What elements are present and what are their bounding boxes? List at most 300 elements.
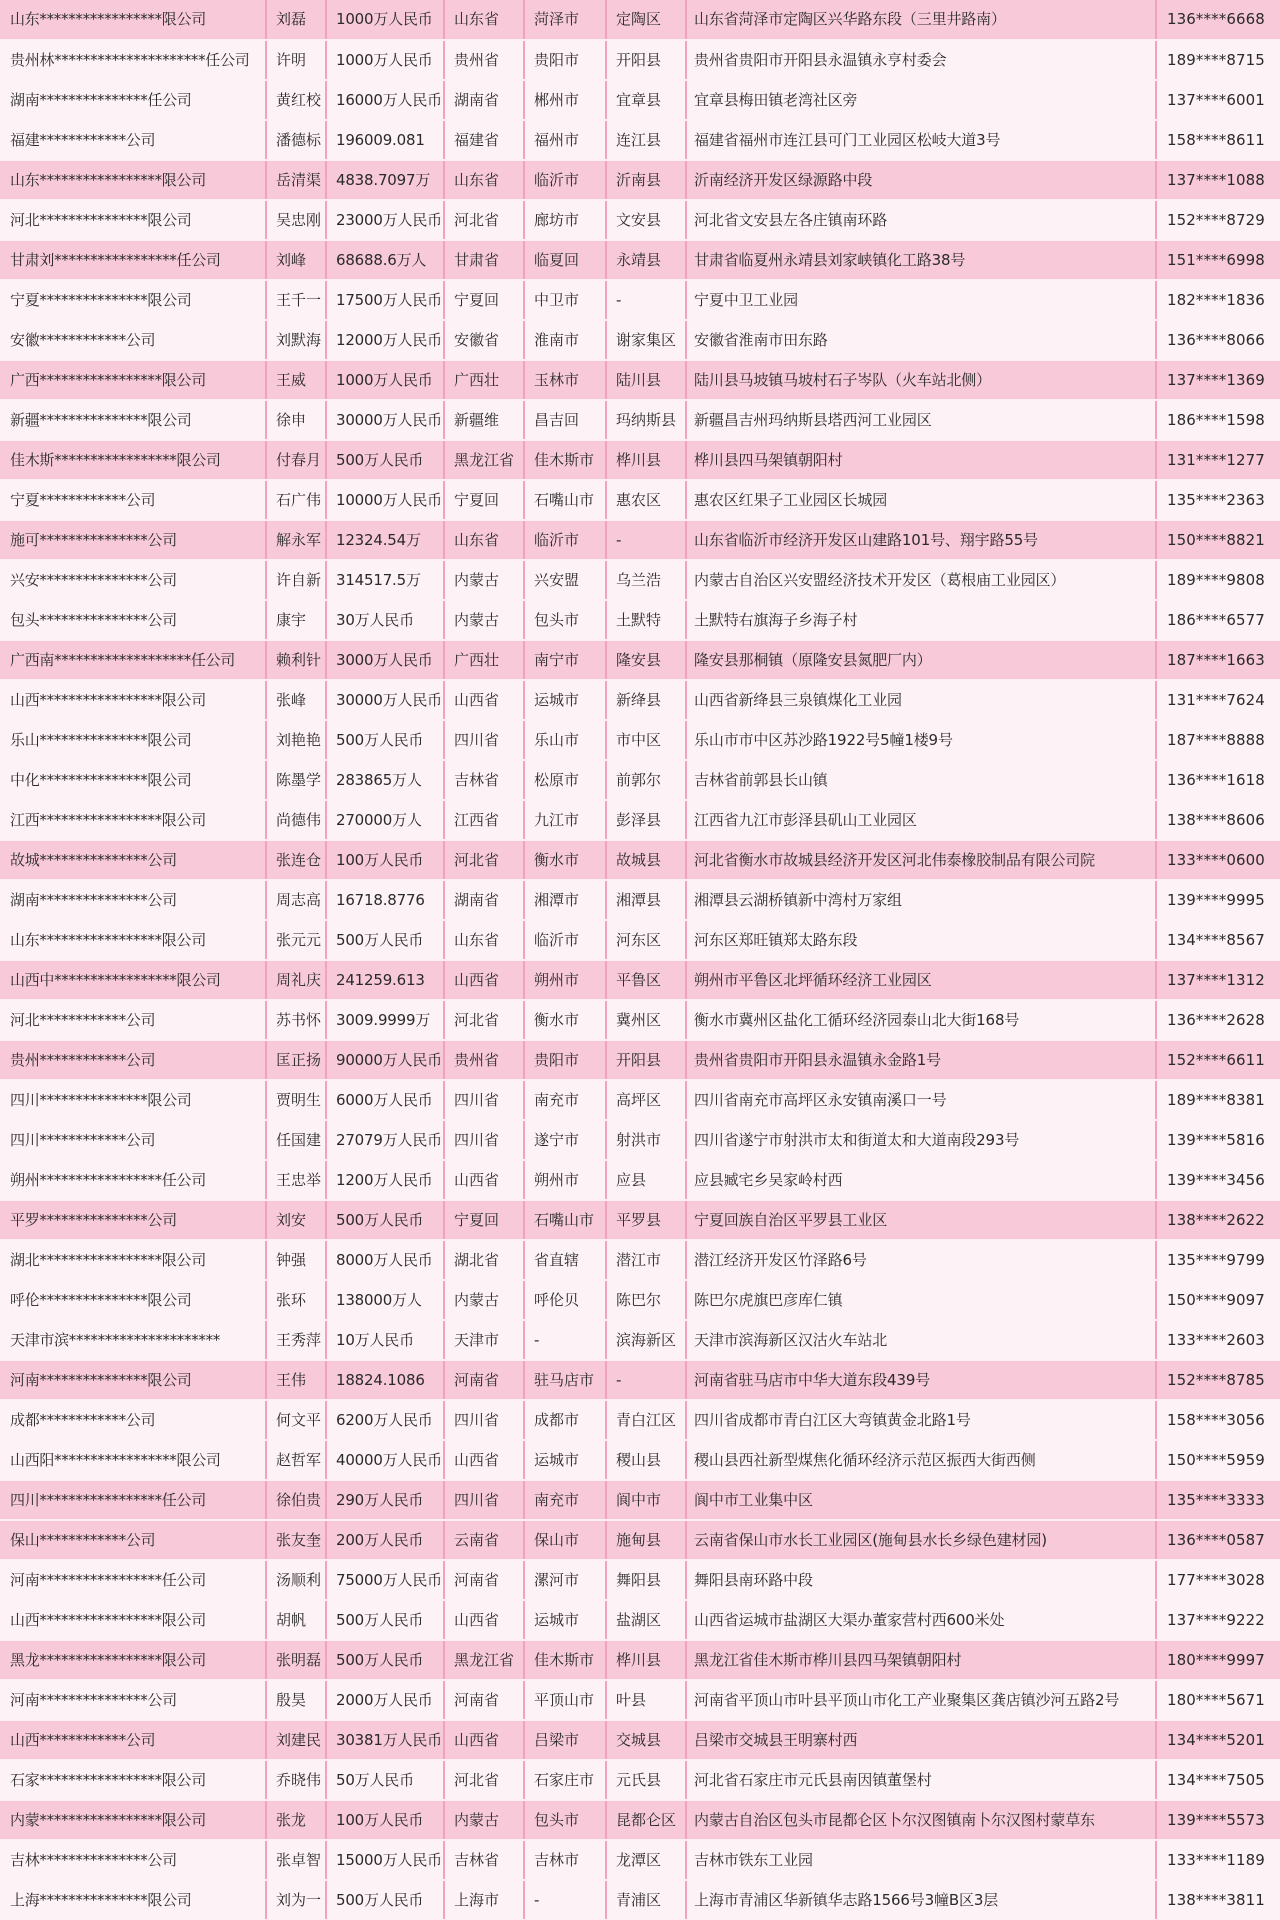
legal-person-cell: 岳清渠: [266, 160, 326, 200]
registered-capital-cell: 283865万人: [326, 760, 444, 800]
table-row: [0, 0, 1280, 40]
city-cell: 运城市: [524, 680, 606, 720]
phone-cell: 135****2363: [1156, 480, 1280, 520]
address-cell: 天津市滨海新区汉沽火车站北: [686, 1320, 1156, 1360]
registered-capital-cell: 500万人民币: [326, 1640, 444, 1680]
city-cell: 菏泽市: [524, 0, 606, 40]
province-cell: 内蒙古: [444, 1280, 524, 1320]
legal-person-cell: 刘为一: [266, 1880, 326, 1920]
province-cell: 甘肃省: [444, 240, 524, 280]
table-row: [0, 360, 1280, 400]
company-name-cell: 施可***************公司: [0, 520, 266, 560]
phone-cell: 131****1277: [1156, 440, 1280, 480]
legal-person-cell: 张卓智: [266, 1840, 326, 1880]
city-cell: 佳木斯市: [524, 1640, 606, 1680]
company-name-cell: 山西*****************限公司: [0, 680, 266, 720]
province-cell: 吉林省: [444, 760, 524, 800]
address-cell: 河东区郑旺镇郑太路东段: [686, 920, 1156, 960]
registered-capital-cell: 10万人民币: [326, 1320, 444, 1360]
city-cell: 朔州市: [524, 1160, 606, 1200]
legal-person-cell: 刘安: [266, 1200, 326, 1240]
legal-person-cell: 张连仓: [266, 840, 326, 880]
company-name-cell: 吉林***************公司: [0, 1840, 266, 1880]
county-cell: 青白江区: [606, 1400, 686, 1440]
county-cell: 土默特: [606, 600, 686, 640]
county-cell: 惠农区: [606, 480, 686, 520]
table-row: [0, 1360, 1280, 1400]
table-row: [0, 160, 1280, 200]
table-row: [0, 880, 1280, 920]
company-name-cell: 甘肃刘*****************任公司: [0, 240, 266, 280]
company-name-cell: 石家*****************限公司: [0, 1760, 266, 1800]
city-cell: 九江市: [524, 800, 606, 840]
province-cell: 贵州省: [444, 1040, 524, 1080]
province-cell: 湖南省: [444, 80, 524, 120]
registered-capital-cell: 30000万人民币: [326, 680, 444, 720]
county-cell: 叶县: [606, 1680, 686, 1720]
city-cell: 郴州市: [524, 80, 606, 120]
address-cell: 沂南经济开发区绿源路中段: [686, 160, 1156, 200]
legal-person-cell: 刘艳艳: [266, 720, 326, 760]
legal-person-cell: 王千一: [266, 280, 326, 320]
legal-person-cell: 刘建民: [266, 1720, 326, 1760]
city-cell: 运城市: [524, 1440, 606, 1480]
address-cell: 吉林省前郭县长山镇: [686, 760, 1156, 800]
phone-cell: 150****8821: [1156, 520, 1280, 560]
registered-capital-cell: 1000万人民币: [326, 0, 444, 40]
city-cell: 昌吉回: [524, 400, 606, 440]
registered-capital-cell: 16718.8776: [326, 880, 444, 920]
registered-capital-cell: 12000万人民币: [326, 320, 444, 360]
table-row: [0, 760, 1280, 800]
legal-person-cell: 石广伟: [266, 480, 326, 520]
county-cell: -: [606, 520, 686, 560]
phone-cell: 152****8785: [1156, 1360, 1280, 1400]
province-cell: 贵州省: [444, 40, 524, 80]
company-name-cell: 广西南*******************任公司: [0, 640, 266, 680]
province-cell: 四川省: [444, 1400, 524, 1440]
city-cell: 省直辖: [524, 1240, 606, 1280]
phone-cell: 182****1836: [1156, 280, 1280, 320]
legal-person-cell: 张元元: [266, 920, 326, 960]
province-cell: 宁夏回: [444, 1200, 524, 1240]
registered-capital-cell: 30381万人民币: [326, 1720, 444, 1760]
registered-capital-cell: 500万人民币: [326, 720, 444, 760]
phone-cell: 186****1598: [1156, 400, 1280, 440]
legal-person-cell: 殷昊: [266, 1680, 326, 1720]
company-name-cell: 上海***************限公司: [0, 1880, 266, 1920]
registered-capital-cell: 500万人民币: [326, 1880, 444, 1920]
legal-person-cell: 张峰: [266, 680, 326, 720]
province-cell: 河北省: [444, 1000, 524, 1040]
address-cell: 惠农区红果子工业园区长城园: [686, 480, 1156, 520]
address-cell: 四川省成都市青白江区大弯镇黄金北路1号: [686, 1400, 1156, 1440]
county-cell: -: [606, 280, 686, 320]
phone-cell: 137****6001: [1156, 80, 1280, 120]
phone-cell: 139****5816: [1156, 1120, 1280, 1160]
province-cell: 黑龙江省: [444, 440, 524, 480]
table-row: [0, 1040, 1280, 1080]
legal-person-cell: 张明磊: [266, 1640, 326, 1680]
registered-capital-cell: 16000万人民币: [326, 80, 444, 120]
table-row: [0, 1520, 1280, 1560]
address-cell: 宁夏回族自治区平罗县工业区: [686, 1200, 1156, 1240]
table-row: [0, 1800, 1280, 1840]
company-name-cell: 兴安***************公司: [0, 560, 266, 600]
registered-capital-cell: 15000万人民币: [326, 1840, 444, 1880]
address-cell: 安徽省淮南市田东路: [686, 320, 1156, 360]
phone-cell: 150****5959: [1156, 1440, 1280, 1480]
phone-cell: 152****8729: [1156, 200, 1280, 240]
city-cell: 临沂市: [524, 920, 606, 960]
province-cell: 河南省: [444, 1680, 524, 1720]
address-cell: 山西省新绛县三泉镇煤化工业园: [686, 680, 1156, 720]
city-cell: 廊坊市: [524, 200, 606, 240]
legal-person-cell: 陈墨学: [266, 760, 326, 800]
phone-cell: 180****9997: [1156, 1640, 1280, 1680]
province-cell: 内蒙古: [444, 600, 524, 640]
county-cell: 青浦区: [606, 1880, 686, 1920]
province-cell: 内蒙古: [444, 1800, 524, 1840]
legal-person-cell: 周志高: [266, 880, 326, 920]
phone-cell: 138****8606: [1156, 800, 1280, 840]
province-cell: 山东省: [444, 920, 524, 960]
county-cell: 隆安县: [606, 640, 686, 680]
table-row: [0, 1720, 1280, 1760]
address-cell: 山东省菏泽市定陶区兴华路东段（三里井路南）: [686, 0, 1156, 40]
address-cell: 潜江经济开发区竹泽路6号: [686, 1240, 1156, 1280]
legal-person-cell: 潘德标: [266, 120, 326, 160]
table-row: [0, 1320, 1280, 1360]
county-cell: 新绛县: [606, 680, 686, 720]
legal-person-cell: 刘磊: [266, 0, 326, 40]
province-cell: 宁夏回: [444, 280, 524, 320]
legal-person-cell: 何文平: [266, 1400, 326, 1440]
city-cell: 福州市: [524, 120, 606, 160]
table-row: [0, 1200, 1280, 1240]
registered-capital-cell: 50万人民币: [326, 1760, 444, 1800]
city-cell: 临沂市: [524, 520, 606, 560]
county-cell: 元氏县: [606, 1760, 686, 1800]
city-cell: 吕梁市: [524, 1720, 606, 1760]
phone-cell: 189****9808: [1156, 560, 1280, 600]
province-cell: 四川省: [444, 1120, 524, 1160]
county-cell: 玛纳斯县: [606, 400, 686, 440]
registered-capital-cell: 314517.5万: [326, 560, 444, 600]
address-cell: 吕梁市交城县王明寨村西: [686, 1720, 1156, 1760]
city-cell: 佳木斯市: [524, 440, 606, 480]
company-name-cell: 呼伦***************限公司: [0, 1280, 266, 1320]
county-cell: 高坪区: [606, 1080, 686, 1120]
table-row: [0, 1000, 1280, 1040]
county-cell: 陈巴尔: [606, 1280, 686, 1320]
county-cell: 开阳县: [606, 1040, 686, 1080]
table-row: [0, 80, 1280, 120]
table-row: [0, 920, 1280, 960]
county-cell: 应县: [606, 1160, 686, 1200]
city-cell: 淮南市: [524, 320, 606, 360]
company-name-cell: 湖南***************任公司: [0, 80, 266, 120]
address-cell: 河南省驻马店市中华大道东段439号: [686, 1360, 1156, 1400]
company-name-cell: 山西*****************限公司: [0, 1600, 266, 1640]
city-cell: 南充市: [524, 1480, 606, 1520]
company-name-cell: 平罗***************公司: [0, 1200, 266, 1240]
legal-person-cell: 赖利针: [266, 640, 326, 680]
address-cell: 陆川县马坡镇马坡村石子岑队（火车站北侧）: [686, 360, 1156, 400]
county-cell: 施甸县: [606, 1520, 686, 1560]
county-cell: 潜江市: [606, 1240, 686, 1280]
phone-cell: 135****3333: [1156, 1480, 1280, 1520]
province-cell: 上海市: [444, 1880, 524, 1920]
county-cell: 交城县: [606, 1720, 686, 1760]
table-row: [0, 1880, 1280, 1920]
registered-capital-cell: 500万人民币: [326, 440, 444, 480]
province-cell: 新疆维: [444, 400, 524, 440]
county-cell: 谢家集区: [606, 320, 686, 360]
address-cell: 朔州市平鲁区北坪循环经济工业园区: [686, 960, 1156, 1000]
province-cell: 云南省: [444, 1520, 524, 1560]
address-cell: 山西省运城市盐湖区大渠办董家营村西600米处: [686, 1600, 1156, 1640]
registered-capital-cell: 10000万人民币: [326, 480, 444, 520]
company-name-cell: 山东*****************限公司: [0, 920, 266, 960]
registered-capital-cell: 1200万人民币: [326, 1160, 444, 1200]
company-name-cell: 四川***************限公司: [0, 1080, 266, 1120]
county-cell: -: [606, 1360, 686, 1400]
city-cell: 贵阳市: [524, 1040, 606, 1080]
county-cell: 前郭尔: [606, 760, 686, 800]
company-name-cell: 湖南***************公司: [0, 880, 266, 920]
address-cell: 江西省九江市彭泽县矶山工业园区: [686, 800, 1156, 840]
table-row: [0, 200, 1280, 240]
city-cell: 南宁市: [524, 640, 606, 680]
province-cell: 山西省: [444, 1600, 524, 1640]
company-name-cell: 四川************公司: [0, 1120, 266, 1160]
city-cell: 临夏回: [524, 240, 606, 280]
address-cell: 宜章县梅田镇老湾社区旁: [686, 80, 1156, 120]
province-cell: 河北省: [444, 200, 524, 240]
phone-cell: 135****9799: [1156, 1240, 1280, 1280]
county-cell: 平鲁区: [606, 960, 686, 1000]
registered-capital-cell: 1000万人民币: [326, 40, 444, 80]
address-cell: 甘肃省临夏州永靖县刘家峡镇化工路38号: [686, 240, 1156, 280]
county-cell: 沂南县: [606, 160, 686, 200]
phone-cell: 151****6998: [1156, 240, 1280, 280]
registered-capital-cell: 75000万人民币: [326, 1560, 444, 1600]
city-cell: 包头市: [524, 600, 606, 640]
address-cell: 隆安县那桐镇（原隆安县氮肥厂内）: [686, 640, 1156, 680]
table-row: [0, 1640, 1280, 1680]
city-cell: 石家庄市: [524, 1760, 606, 1800]
phone-cell: 139****9995: [1156, 880, 1280, 920]
phone-cell: 189****8715: [1156, 40, 1280, 80]
company-name-cell: 河南***************限公司: [0, 1360, 266, 1400]
registered-capital-cell: 30万人民币: [326, 600, 444, 640]
province-cell: 河北省: [444, 840, 524, 880]
table-row: [0, 440, 1280, 480]
table-row: [0, 840, 1280, 880]
county-cell: 盐湖区: [606, 1600, 686, 1640]
county-cell: 市中区: [606, 720, 686, 760]
county-cell: 阆中市: [606, 1480, 686, 1520]
legal-person-cell: 吴忠刚: [266, 200, 326, 240]
address-cell: 贵州省贵阳市开阳县永温镇永亨村委会: [686, 40, 1156, 80]
address-cell: 衡水市冀州区盐化工循环经济园泰山北大街168号: [686, 1000, 1156, 1040]
company-name-cell: 佳木斯*****************限公司: [0, 440, 266, 480]
county-cell: 开阳县: [606, 40, 686, 80]
county-cell: 龙潭区: [606, 1840, 686, 1880]
phone-cell: 138****3811: [1156, 1880, 1280, 1920]
county-cell: 滨海新区: [606, 1320, 686, 1360]
registered-capital-cell: 100万人民币: [326, 840, 444, 880]
county-cell: 桦川县: [606, 440, 686, 480]
city-cell: 玉林市: [524, 360, 606, 400]
table-row: [0, 1480, 1280, 1520]
company-name-cell: 山东*****************限公司: [0, 0, 266, 40]
legal-person-cell: 张环: [266, 1280, 326, 1320]
registered-capital-cell: 12324.54万: [326, 520, 444, 560]
province-cell: 山西省: [444, 1720, 524, 1760]
table-row: [0, 1440, 1280, 1480]
city-cell: 衡水市: [524, 1000, 606, 1040]
province-cell: 湖北省: [444, 1240, 524, 1280]
city-cell: 漯河市: [524, 1560, 606, 1600]
legal-person-cell: 乔晓伟: [266, 1760, 326, 1800]
county-cell: 连江县: [606, 120, 686, 160]
phone-cell: 136****2628: [1156, 1000, 1280, 1040]
table-row: [0, 1400, 1280, 1440]
table-row: [0, 40, 1280, 80]
address-cell: 河北省石家庄市元氏县南因镇董堡村: [686, 1760, 1156, 1800]
company-name-cell: 保山************公司: [0, 1520, 266, 1560]
legal-person-cell: 许明: [266, 40, 326, 80]
legal-person-cell: 赵哲军: [266, 1440, 326, 1480]
province-cell: 宁夏回: [444, 480, 524, 520]
phone-cell: 138****2622: [1156, 1200, 1280, 1240]
city-cell: 衡水市: [524, 840, 606, 880]
registered-capital-cell: 6000万人民币: [326, 1080, 444, 1120]
company-name-cell: 四川*****************任公司: [0, 1480, 266, 1520]
address-cell: 内蒙古自治区兴安盟经济技术开发区（葛根庙工业园区）: [686, 560, 1156, 600]
registered-capital-cell: 200万人民币: [326, 1520, 444, 1560]
table-row: [0, 680, 1280, 720]
registered-capital-cell: 500万人民币: [326, 1200, 444, 1240]
legal-person-cell: 刘默海: [266, 320, 326, 360]
registered-capital-cell: 138000万人: [326, 1280, 444, 1320]
address-cell: 贵州省贵阳市开阳县永温镇永金路1号: [686, 1040, 1156, 1080]
city-cell: 遂宁市: [524, 1120, 606, 1160]
province-cell: 广西壮: [444, 640, 524, 680]
company-name-cell: 广西*****************限公司: [0, 360, 266, 400]
legal-person-cell: 王秀萍: [266, 1320, 326, 1360]
address-cell: 阆中市工业集中区: [686, 1480, 1156, 1520]
legal-person-cell: 张友奎: [266, 1520, 326, 1560]
registered-capital-cell: 68688.6万人: [326, 240, 444, 280]
province-cell: 四川省: [444, 1480, 524, 1520]
phone-cell: 134****8567: [1156, 920, 1280, 960]
phone-cell: 187****1663: [1156, 640, 1280, 680]
company-name-cell: 成都************公司: [0, 1400, 266, 1440]
company-name-cell: 宁夏***************限公司: [0, 280, 266, 320]
registered-capital-cell: 500万人民币: [326, 920, 444, 960]
registered-capital-cell: 196009.081: [326, 120, 444, 160]
company-name-cell: 安徽************公司: [0, 320, 266, 360]
table-row: [0, 1840, 1280, 1880]
address-cell: 舞阳县南环路中段: [686, 1560, 1156, 1600]
province-cell: 山东省: [444, 0, 524, 40]
address-cell: 应县臧宅乡吴家岭村西: [686, 1160, 1156, 1200]
company-name-cell: 福建************公司: [0, 120, 266, 160]
registered-capital-cell: 8000万人民币: [326, 1240, 444, 1280]
city-cell: 兴安盟: [524, 560, 606, 600]
table-row: [0, 480, 1280, 520]
province-cell: 山西省: [444, 1160, 524, 1200]
legal-person-cell: 周礼庆: [266, 960, 326, 1000]
county-cell: 乌兰浩: [606, 560, 686, 600]
county-cell: 昆都仑区: [606, 1800, 686, 1840]
table-row: [0, 960, 1280, 1000]
legal-person-cell: 张龙: [266, 1800, 326, 1840]
city-cell: 临沂市: [524, 160, 606, 200]
province-cell: 山东省: [444, 520, 524, 560]
province-cell: 天津市: [444, 1320, 524, 1360]
legal-person-cell: 许自新: [266, 560, 326, 600]
company-name-cell: 湖北*****************限公司: [0, 1240, 266, 1280]
province-cell: 广西壮: [444, 360, 524, 400]
province-cell: 河南省: [444, 1360, 524, 1400]
address-cell: 上海市青浦区华新镇华志路1566号3幢B区3层: [686, 1880, 1156, 1920]
city-cell: 南充市: [524, 1080, 606, 1120]
address-cell: 土默特右旗海子乡海子村: [686, 600, 1156, 640]
company-name-cell: 山东*****************限公司: [0, 160, 266, 200]
county-cell: 文安县: [606, 200, 686, 240]
company-name-cell: 新疆***************限公司: [0, 400, 266, 440]
county-cell: 湘潭县: [606, 880, 686, 920]
city-cell: -: [524, 1320, 606, 1360]
phone-cell: 136****0587: [1156, 1520, 1280, 1560]
registered-capital-cell: 100万人民币: [326, 1800, 444, 1840]
phone-cell: 133****0600: [1156, 840, 1280, 880]
province-cell: 福建省: [444, 120, 524, 160]
county-cell: 桦川县: [606, 1640, 686, 1680]
table-row: [0, 1160, 1280, 1200]
legal-person-cell: 胡帆: [266, 1600, 326, 1640]
address-cell: 河南省平顶山市叶县平顶山市化工产业聚集区龚店镇沙河五路2号: [686, 1680, 1156, 1720]
address-cell: 吉林市铁东工业园: [686, 1840, 1156, 1880]
province-cell: 山西省: [444, 1440, 524, 1480]
registered-capital-cell: 3000万人民币: [326, 640, 444, 680]
table-row: [0, 1280, 1280, 1320]
company-name-cell: 中化***************限公司: [0, 760, 266, 800]
city-cell: 驻马店市: [524, 1360, 606, 1400]
legal-person-cell: 匡正扬: [266, 1040, 326, 1080]
county-cell: 故城县: [606, 840, 686, 880]
phone-cell: 150****9097: [1156, 1280, 1280, 1320]
registered-capital-cell: 30000万人民币: [326, 400, 444, 440]
company-name-cell: 河北************公司: [0, 1000, 266, 1040]
city-cell: 贵阳市: [524, 40, 606, 80]
city-cell: 湘潭市: [524, 880, 606, 920]
phone-cell: 131****7624: [1156, 680, 1280, 720]
company-name-cell: 贵州************公司: [0, 1040, 266, 1080]
table-row: [0, 1560, 1280, 1600]
address-cell: 河北省文安县左各庄镇南环路: [686, 200, 1156, 240]
registered-capital-cell: 241259.613: [326, 960, 444, 1000]
registered-capital-cell: 23000万人民币: [326, 200, 444, 240]
table-row: [0, 280, 1280, 320]
city-cell: 包头市: [524, 1800, 606, 1840]
legal-person-cell: 尚德伟: [266, 800, 326, 840]
phone-cell: 158****8611: [1156, 120, 1280, 160]
